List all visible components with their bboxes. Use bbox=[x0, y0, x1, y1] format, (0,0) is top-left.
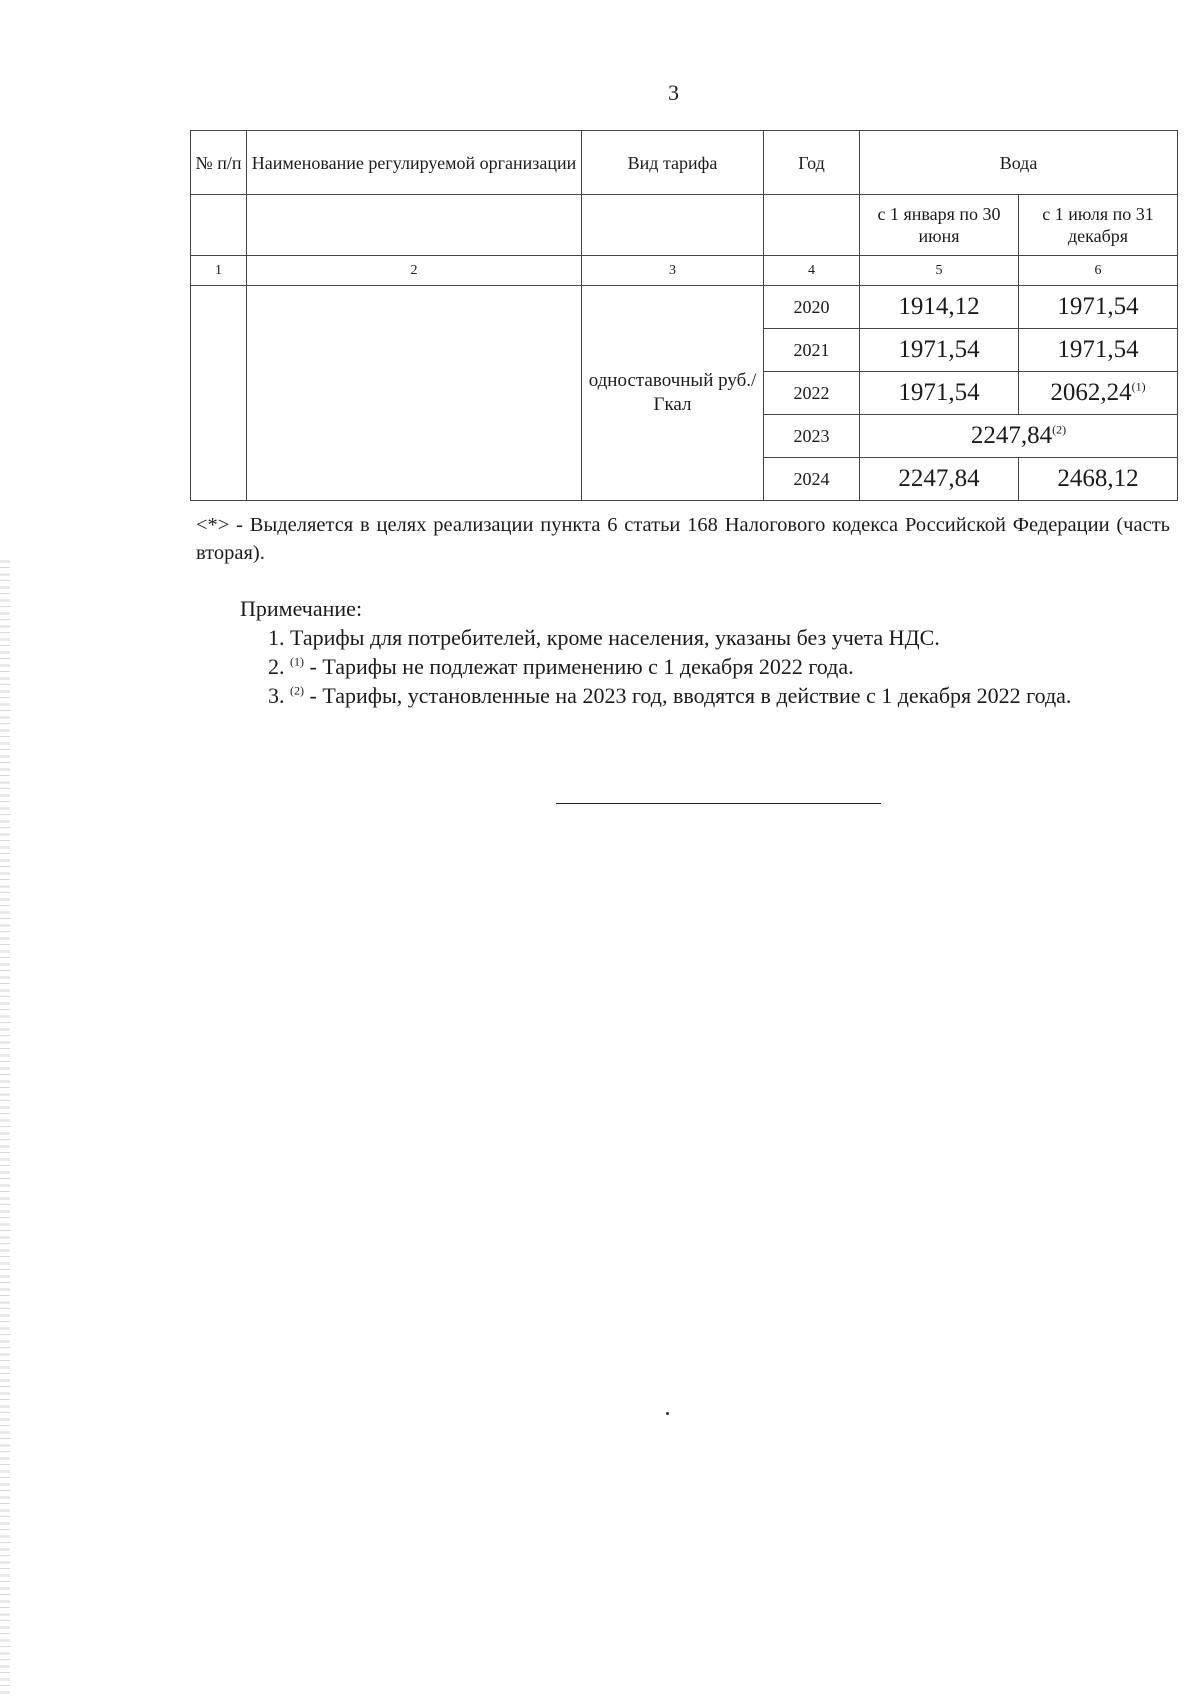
footnote-marker: (2) bbox=[1052, 422, 1067, 437]
note-text: - Тарифы, установленные на 2023 год, вводятся в действие с 1 декабря 2022 года. bbox=[309, 683, 1072, 708]
header-year: Год bbox=[764, 131, 860, 195]
note-text: - Тарифы не подлежат применению с 1 декабря 2022 года. bbox=[309, 654, 854, 679]
scan-speck bbox=[666, 1412, 669, 1415]
closing-rule bbox=[556, 803, 881, 804]
column-number: 2 bbox=[247, 256, 582, 286]
year-cell: 2021 bbox=[764, 329, 860, 372]
note-text: Тарифы для потребителей, кроме населения, указаны без учета НДС. bbox=[290, 625, 940, 650]
year-cell: 2022 bbox=[764, 372, 860, 415]
page-number: 3 bbox=[668, 80, 679, 105]
empty-cell bbox=[191, 195, 247, 256]
year-cell: 2020 bbox=[764, 286, 860, 329]
note-item bbox=[196, 652, 1186, 681]
note-prefix: 3. bbox=[268, 683, 285, 708]
organization-cell bbox=[247, 286, 582, 501]
tariff-first-half: 2247,84 bbox=[860, 458, 1019, 501]
tariff-second-half: 1971,54 bbox=[1019, 286, 1178, 329]
year-cell: 2024 bbox=[764, 458, 860, 501]
column-number: 6 bbox=[1019, 256, 1178, 286]
note-marker: (2) bbox=[290, 683, 304, 698]
empty-cell bbox=[582, 195, 764, 256]
empty-cell bbox=[247, 195, 582, 256]
tariff-second-half: 2468,12 bbox=[1019, 458, 1178, 501]
header-organization: Наименование регулируемой организации bbox=[247, 131, 582, 195]
table-subheader-row bbox=[191, 195, 1178, 256]
tariff-value: 2062,24 bbox=[1050, 379, 1132, 406]
tariff-value: 2247,84 bbox=[970, 422, 1053, 449]
vat-footnote: <*> - Выделяется в целях реализации пункта 6 статьи 168 Налогового кодекса Российской Федерации (часть вторая). bbox=[196, 514, 1170, 564]
tariff-second-half: 1971,54 bbox=[1019, 329, 1178, 372]
footnote-marker: (1) bbox=[1131, 379, 1146, 394]
num-cell bbox=[191, 286, 247, 501]
year-cell: 2023 bbox=[764, 415, 860, 458]
header-period-first-half: с 1 января по 30 июня bbox=[860, 195, 1019, 256]
column-number-row bbox=[191, 256, 1178, 286]
note-item bbox=[196, 623, 1186, 652]
tariff-first-half: 1971,54 bbox=[860, 329, 1019, 372]
empty-cell bbox=[764, 195, 860, 256]
tariff-first-half: 1971,54 bbox=[860, 372, 1019, 415]
header-num: № п/п bbox=[191, 131, 247, 195]
column-number: 4 bbox=[764, 256, 860, 286]
column-number: 3 bbox=[582, 256, 764, 286]
tariff-kind-cell: одноставочный руб./Гкал bbox=[582, 286, 764, 501]
header-water: Вода bbox=[860, 131, 1178, 195]
column-number: 5 bbox=[860, 256, 1019, 286]
tariff-full-year bbox=[860, 415, 1178, 458]
tariff-first-half: 1914,12 bbox=[860, 286, 1019, 329]
table-row bbox=[191, 286, 1178, 329]
note-prefix: 2. bbox=[268, 654, 285, 679]
note-prefix: 1. bbox=[268, 625, 285, 650]
notes-section bbox=[196, 594, 1186, 710]
header-period-second-half: с 1 июля по 31 декабря bbox=[1019, 195, 1178, 256]
table-header-row bbox=[191, 131, 1178, 195]
note-marker: (1) bbox=[290, 654, 304, 669]
column-number: 1 bbox=[191, 256, 247, 286]
tariff-table bbox=[190, 130, 1178, 501]
header-tariff-kind: Вид тарифа bbox=[582, 131, 764, 195]
note-item bbox=[196, 681, 1186, 710]
notes-heading: Примечание: bbox=[240, 596, 363, 621]
tariff-second-half bbox=[1019, 372, 1178, 415]
scan-edge-artifact bbox=[0, 560, 10, 1697]
